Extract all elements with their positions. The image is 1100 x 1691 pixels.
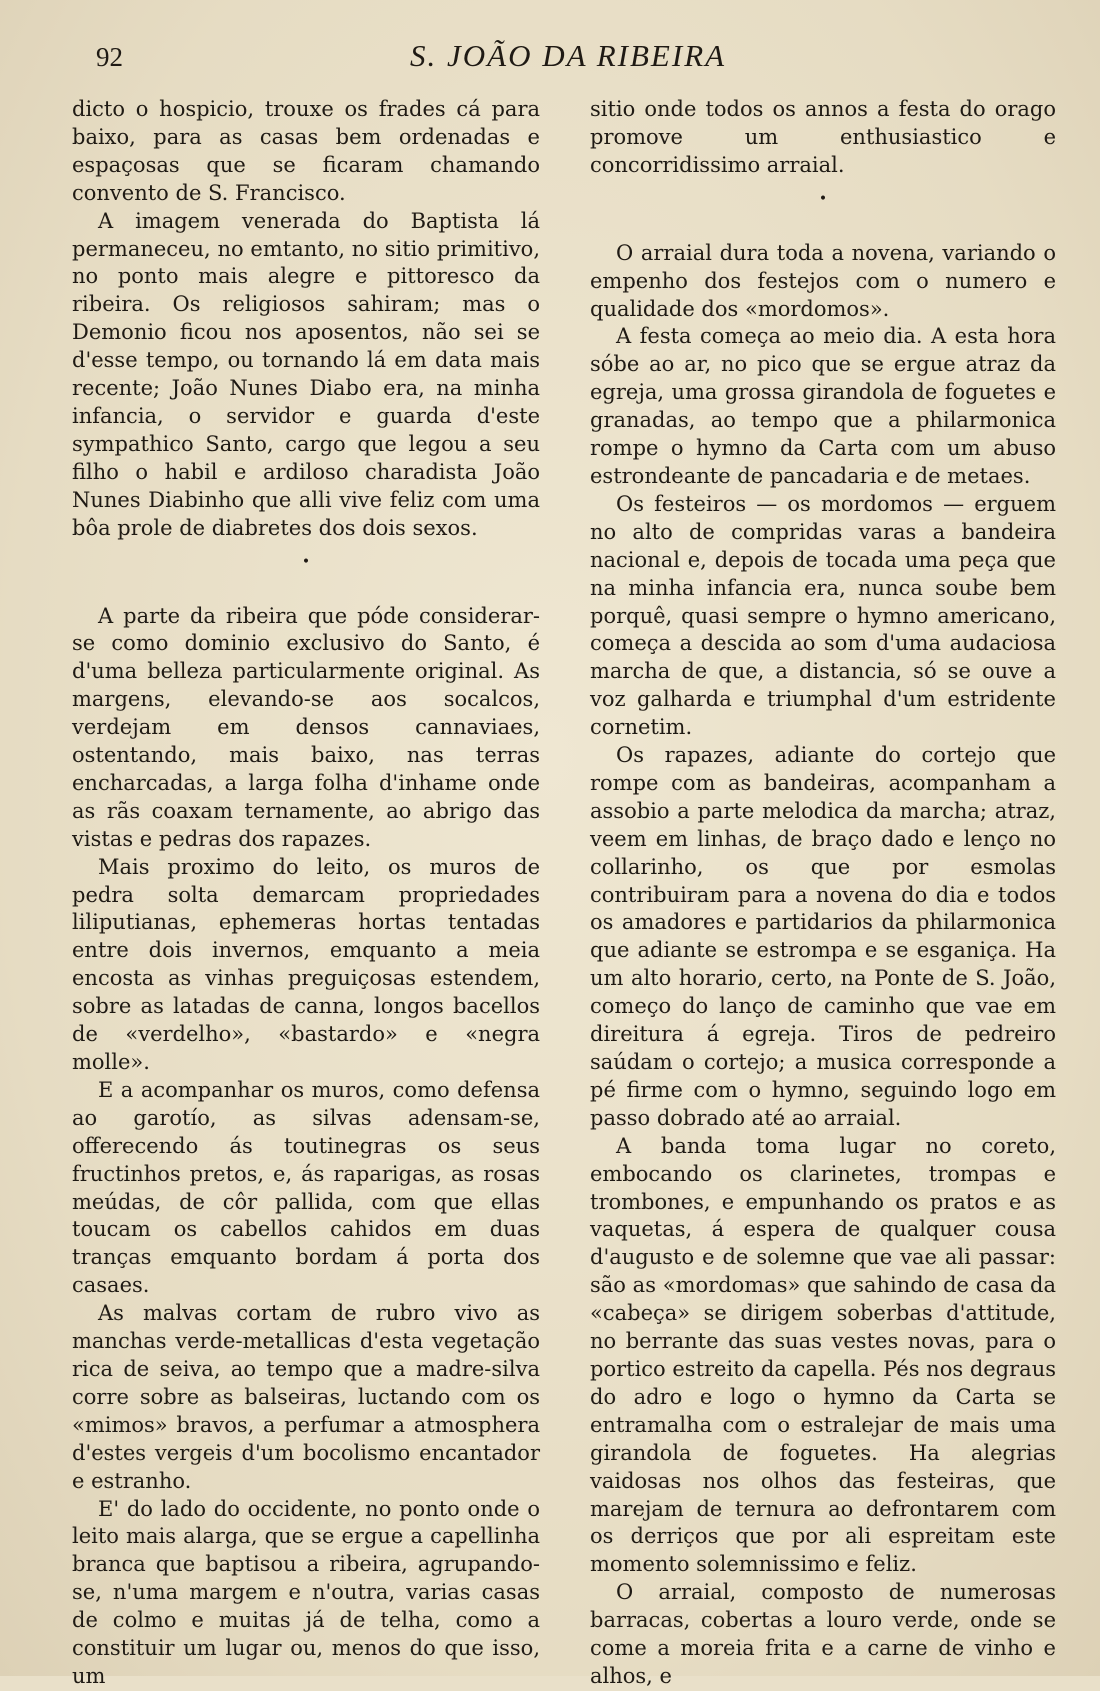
section-separator: • xyxy=(818,190,828,207)
paragraph: E a acompanhar os muros, como defensa ao garotío, as silvas adensam-se, offerecendo ás toutinegras os seus fructinhos pretos, e, ás raparigas, as rosas meúdas, de côr pallida, com que ellas toucam os cabellos cahidos em duas tranças emquanto bordam á porta dos casaes. xyxy=(72,1077,540,1298)
paragraph: Os rapazes, adiante do cortejo que rompe com as bandeiras, acompanham a assobio a parte melodica da marcha; atraz, veem em linhas, de braço dado e lenço no collarinho, os que por esmolas contribuiram para a novena do dia e todos os amadores e partidarios da philarmonica que adiante se estrompa e se esganiça. Ha um alto horario, certo, na Ponte de S. João, começo do lanço de caminho que vae em direitura á egreja. Tiros de pedreiro saúdam o cortejo; a musica corresponde a pé firme com o hymno, seguindo logo em passo dobrado até ao arraial. xyxy=(590,743,1056,1130)
paragraph: A festa começa ao meio dia. A esta hora sóbe ao ar, no pico que se ergue atraz da egreja, uma grossa girandola de foguetes e granadas, ao tempo que a philarmonica rompe o hymno da Carta com um abuso estrondeante de pancadaria e de metaes. xyxy=(590,324,1056,488)
paragraph: sitio onde todos os annos a festa do orago promove um enthusiastico e concorridissimo arraial. xyxy=(590,97,1056,177)
right-column xyxy=(590,96,1056,1691)
paragraph: O arraial dura toda a novena, variando o empenho dos festejos com o numero e qualidade dos «mordomos». xyxy=(590,240,1056,321)
section-separator: • xyxy=(301,553,311,570)
paragraph: A banda toma lugar no coreto, embocando os clarinetes, trompas e trombones, e empunhando os pratos e as vaquetas, á espera de qualquer cousa d'augusto e de solemne que vae ali passar: são as «mordomas» que sahindo de casa da «cabeça» se dirigem soberbas d'attitude, no berrante das suas vestes novas, para o portico estreito da capella. Pés nos degraus do adro e logo o hymno da Carta se entramalha com o estralejar de mais uma girandola de foguetes. Ha alegrias vaidosas nos olhos das festeiras, que marejam de ternura ao defrontarem com os derriços que por ali espreitam este momento solemnissimo e feliz. xyxy=(590,1133,1056,1577)
paragraph: dicto o hospicio, trouxe os frades cá para baixo, para as casas bem ordenadas e espaçosas que se ficaram chamando convento de S. Francisco. xyxy=(72,97,540,205)
paragraph: Mais proximo do leito, os muros de pedra solta demarcam propriedades liliputianas, ephemeras hortas tentadas entre dois invernos, emquanto a meia encosta as vinhas preguiçosas estendem, sobre as latadas de canna, longos bacellos de «verdelho», «bastardo» e «negra molle». xyxy=(72,854,540,1074)
left-column xyxy=(72,96,540,1691)
paragraph: E' do lado do occidente, no ponto onde o leito mais alarga, que se ergue a capellinha branca que baptisou a ribeira, agrupando-se, n'uma margem e n'outra, varias casas de colmo e muitas já de telha, como a constituir um lugar ou, menos do que isso, um xyxy=(72,1496,540,1688)
paragraph: Os festeiros — os mordomos — erguem no alto de compridas varas a bandeira nacional e, depois de tocada uma peça que na minha infancia era, nunca soube bem porquê, quasi sempre o hymno americano, começa a descida ao som d'uma audaciosa marcha de que, a distancia, só se ouve a voz galharda e triumphal d'um estridente cornetim. xyxy=(590,491,1056,740)
paragraph: A parte da ribeira que póde considerar-se como dominio exclusivo do Santo, é d'uma belleza particularmente original. As margens, elevando-se aos socalcos, verdejam em densos cannaviaes, ostentando, mais baixo, nas terras encharcadas, a larga folha d'inhame onde as rãs coaxam ternamente, ao abrigo das vistas e pedras dos rapazes. xyxy=(72,603,540,851)
paragraph: A imagem venerada do Baptista lá permaneceu, no emtanto, no sitio primitivo, no ponto mais alegre e pittoresco da ribeira. Os religiosos sahiram; mas o Demonio ficou nos aposentos, não sei se d'esse tempo, ou tornando lá em data mais recente; João Nunes Diabo era, na minha infancia, o servidor e guarda d'este sympathico Santo, cargo que legou a seu filho o habil e ardiloso charadista João Nunes Diabinho que alli vive feliz com uma bôa prole de diabretes dos dois sexos. xyxy=(72,208,540,540)
page-number: 92 xyxy=(96,42,123,72)
paragraph: As malvas cortam de rubro vivo as manchas verde-metallicas d'esta vegetação rica de seiva, ao tempo que a madre-silva corre sobre as balseiras, luctando com os «mimos» bravos, a perfumar a atmosphera d'estes vergeis d'um bocolismo encantador e estranho. xyxy=(72,1301,540,1493)
paragraph: O arraial, composto de numerosas barracas, cobertas a louro verde, onde se come a moreia frita e a carne de vinho e alhos, e xyxy=(590,1580,1056,1688)
running-title: S. JOÃO DA RIBEIRA xyxy=(410,38,727,73)
